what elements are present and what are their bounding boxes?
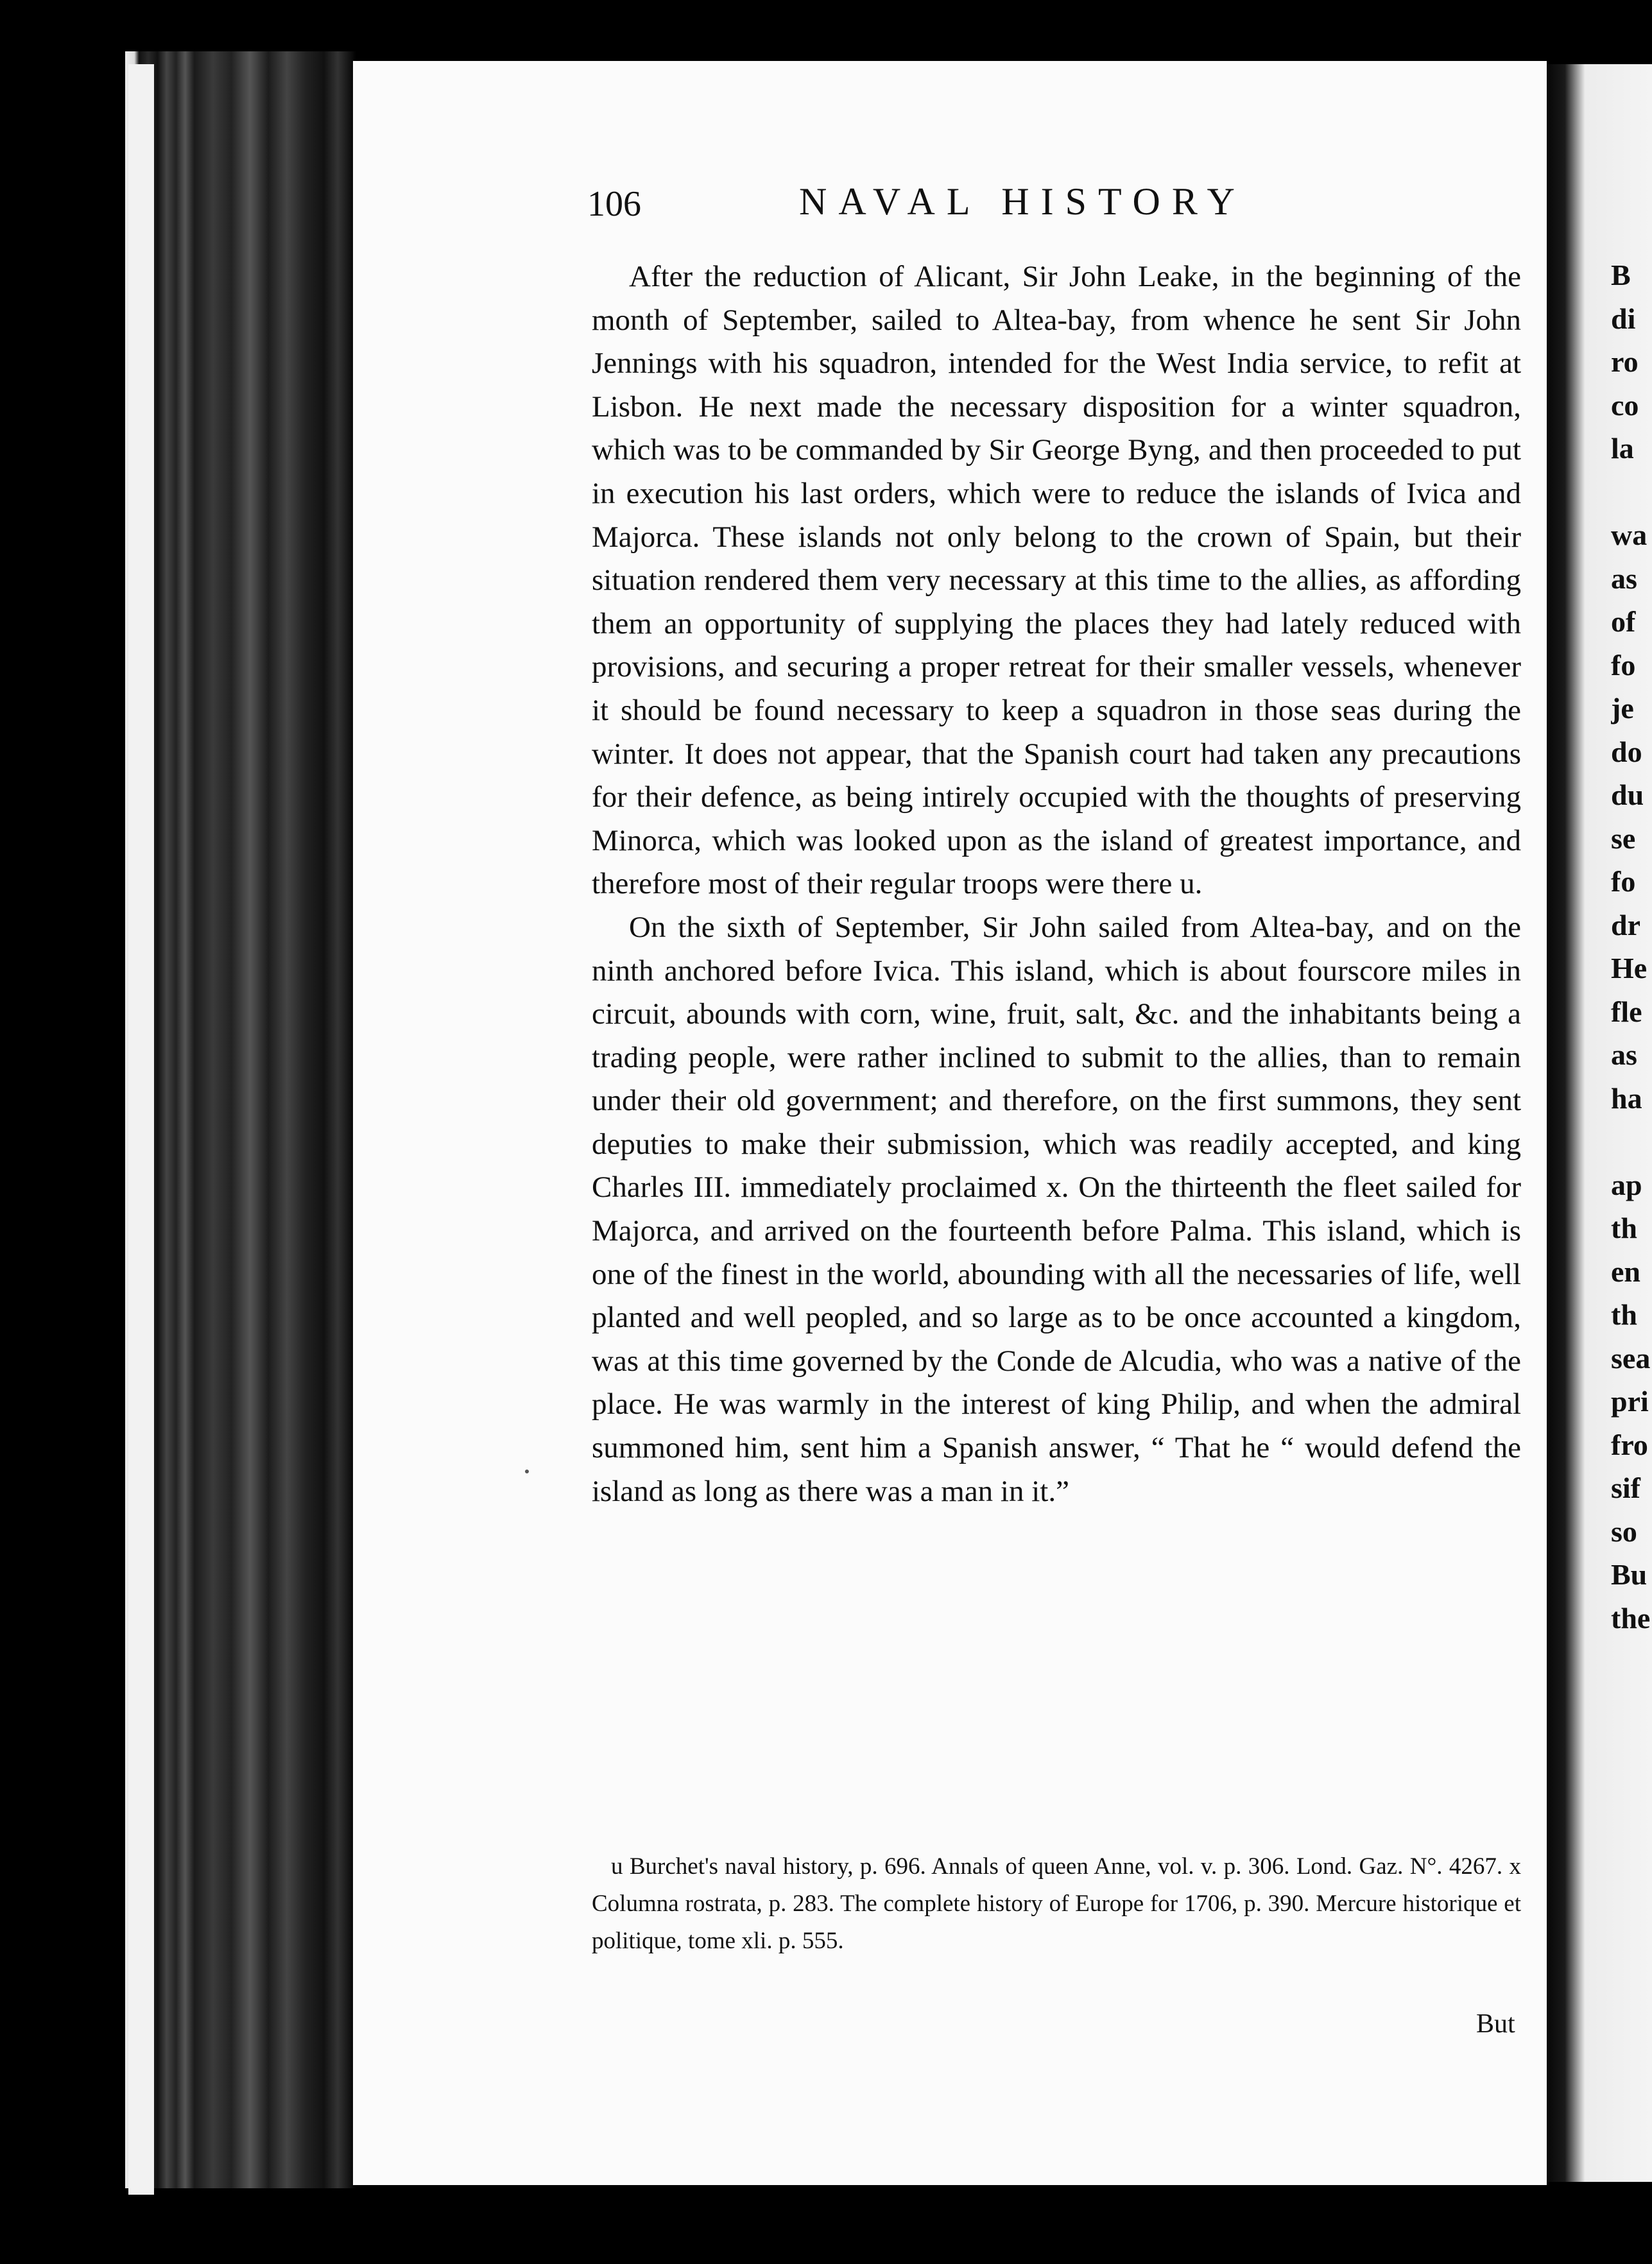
book-fore-edge bbox=[125, 51, 356, 2188]
facing-page-text bbox=[1611, 253, 1652, 1986]
facing-page-fragment: di bbox=[1611, 302, 1636, 335]
page-number: 106 bbox=[587, 184, 641, 224]
facing-page-fragment: en bbox=[1611, 1255, 1640, 1288]
facing-page-fragment: du bbox=[1611, 778, 1644, 811]
facing-page-fragment: Bu bbox=[1611, 1558, 1648, 1591]
facing-page-fragment: the bbox=[1611, 1601, 1651, 1634]
paragraph: After the reduction of Alicant, Sir John Leake, in the beginning of the month of September, sailed to Altea-bay, from whence he sent Sir John Jennings with his squadron, intended for the West India service, to refit at Lisbon. He next made the necessary disposition for a winter squadron, which was to be commanded by Sir George Byng, and then proceeded to put in execution his last orders, which were to reduce the islands of Ivica and Majorca. These islands not only belong to the crown of Spain, but their situation rendered them very necessary at this time to the allies, as affording them an opportunity of supplying the places they had lately reduced with provisions, and securing a proper retreat for their smaller vessels, whenever it should be found necessary to keep a squadron in those seas during the winter. It does not appear, that the Spanish court had taken any precautions for their defence, as being intirely occupied with the thoughts of preserving Minorca, which was looked upon as the island of greatest importance, and therefore most of their regular troops were there u. bbox=[592, 260, 1521, 901]
page-header bbox=[587, 180, 1345, 231]
facing-page-fragment: je bbox=[1611, 692, 1634, 725]
facing-page-fragment bbox=[1611, 470, 1652, 514]
facing-page-fragment: ha bbox=[1611, 1081, 1642, 1115]
facing-page-fragment: fro bbox=[1611, 1428, 1648, 1461]
facing-page-fragment: th bbox=[1611, 1298, 1637, 1331]
left-page-margin bbox=[128, 64, 154, 2195]
facing-page-fragment: sea bbox=[1611, 1341, 1651, 1375]
facing-page-fragment: ro bbox=[1611, 345, 1639, 378]
facing-page-fragment: wa bbox=[1611, 519, 1648, 551]
catchword: But bbox=[1476, 2009, 1515, 2039]
facing-page-fragment: as bbox=[1611, 1038, 1637, 1071]
page-speck bbox=[525, 1470, 529, 1473]
facing-page-fragment: th bbox=[1611, 1212, 1637, 1244]
facing-page-fragment: ap bbox=[1611, 1168, 1642, 1201]
facing-page-fragment: fo bbox=[1611, 865, 1636, 898]
facing-page-fragment: se bbox=[1611, 821, 1636, 855]
running-head: NAVAL HISTORY bbox=[799, 180, 1246, 223]
facing-page-fragment: sif bbox=[1611, 1471, 1640, 1504]
facing-page-fragment bbox=[1611, 1120, 1652, 1163]
facing-page-fragment: He bbox=[1611, 952, 1648, 984]
footnote: u Burchet's naval history, p. 696. Annals of queen Anne, vol. v. p. 306. Lond. Gaz. N°. 4267. x Columna rostrata, p. 283. The complete history of Europe for 1706, p. 390. Mercure historique et politique, tome xli. p. 555. bbox=[592, 1853, 1521, 1954]
facing-page-fragment: do bbox=[1611, 735, 1642, 768]
body-text bbox=[592, 255, 1521, 1513]
facing-page-fragment: fle bbox=[1611, 995, 1642, 1028]
facing-page-fragment: fo bbox=[1611, 648, 1636, 682]
paragraph: On the sixth of September, Sir John sailed from Altea-bay, and on the ninth anchored before Ivica. This island, which is about fourscore miles in circuit, abounds with corn, wine, fruit, salt, &c. and the inhabitants being a trading people, were rather inclined to submit to the allies, than to remain under their old government; and therefore, on the first summons, they sent deputies to make their submission, which was readily accepted, and king Charles III. immediately proclaimed x. On the thirteenth the fleet sailed for Majorca, and arrived on the fourteenth before Palma. This island, which is one of the finest in the world, abounding with all the necessaries of life, well planted and well peopled, and so large as to be once accounted a kingdom, was at this time governed by the Conde de Alcudia, who was a native of the place. He was warmly in the interest of king Philip, and when the admiral summoned him, sent him a Spanish answer, “ That he “ would defend the island as long as there was a man in it.” bbox=[592, 910, 1521, 1508]
footnotes bbox=[592, 1848, 1521, 1960]
facing-page-fragment: co bbox=[1611, 388, 1639, 422]
facing-page-fragment: of bbox=[1611, 605, 1636, 638]
facing-page-fragment: as bbox=[1611, 562, 1637, 595]
facing-page-fragment: dr bbox=[1611, 908, 1640, 941]
facing-page-fragment: so bbox=[1611, 1514, 1637, 1548]
facing-page-fragment: pri bbox=[1611, 1385, 1649, 1418]
facing-page-fragment: B bbox=[1611, 259, 1631, 291]
facing-page-fragment: la bbox=[1611, 432, 1634, 465]
